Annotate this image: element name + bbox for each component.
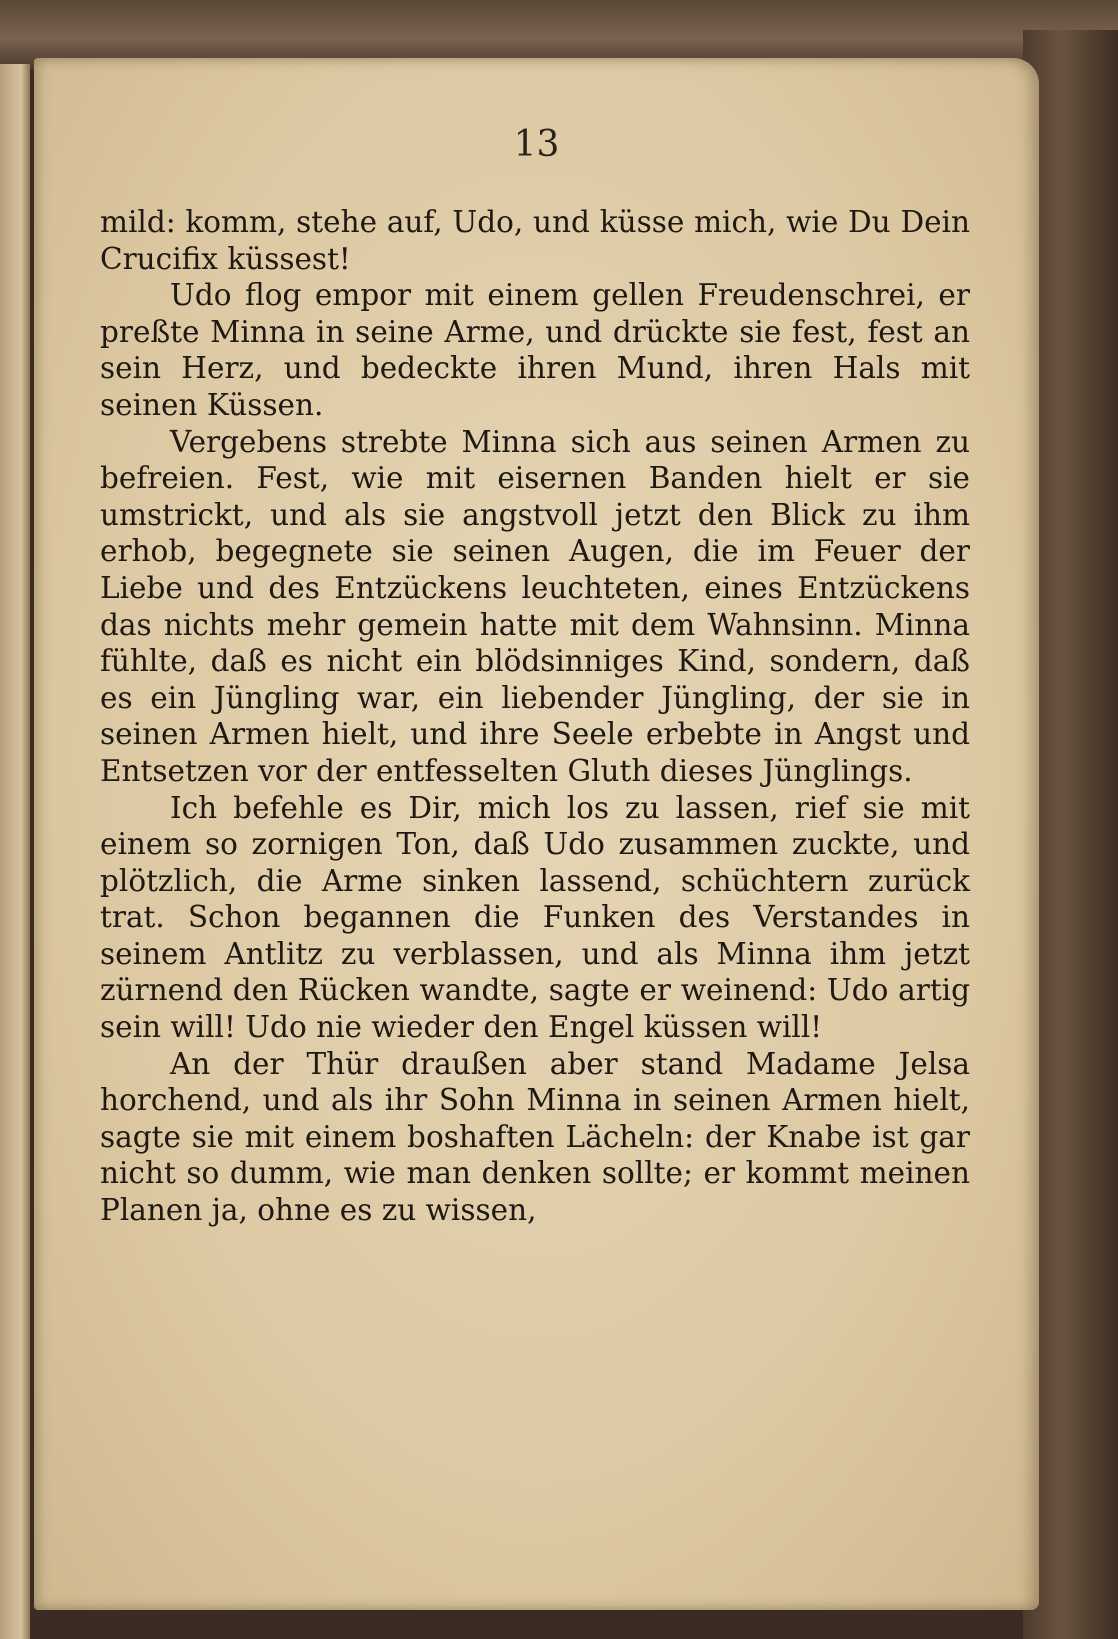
page-number: 13	[513, 124, 560, 165]
paragraph: Udo flog empor mit einem gellen Freudenschrei, er preßte Minna in seine Arme, und drückte sie fest, fest an sein Herz, und bedeckte ihren Mund, ihren Hals mit seinen Küssen.	[100, 278, 970, 422]
facing-page-edge	[0, 64, 30, 1639]
paragraph: An der Thür draußen aber stand Madame Jelsa horchend, und als ihr Sohn Minna in seinen Armen hielt, sagte sie mit einem boshaften Lächeln: der Knabe ist gar nicht so dumm, wie man denken sollte; er kommt meinen Planen ja, ohne es zu wissen,	[100, 1046, 970, 1228]
page-text	[100, 204, 970, 1229]
book-page	[34, 58, 1039, 1610]
paragraph-continuation: mild: komm, stehe auf, Udo, und küsse mich, wie Du Dein Crucifix küssest!	[100, 205, 970, 276]
paragraph: Ich befehle es Dir, mich los zu lassen, rief sie mit einem so zornigen Ton, daß Udo zusammen zuckte, und plötzlich, die Arme sinken lassend, schüchtern zurück trat. Schon begannen die Funken des Verstandes in seinem Antlitz zu verblassen, und als Minna ihm jetzt zürnend den Rücken wandte, sagte er weinend: Udo artig sein will! Udo nie wieder den Engel küssen will!	[100, 790, 970, 1045]
paragraph: Vergebens strebte Minna sich aus seinen Armen zu befreien. Fest, wie mit eisernen Banden hielt er sie umstrickt, und als sie angstvoll jetzt den Blick zu ihm erhob, begegnete sie seinen Augen, die im Feuer der Liebe und des Entzückens leuchteten, eines Entzückens das nichts mehr gemein hatte mit dem Wahnsinn. Minna fühlte, daß es nicht ein blödsinniges Kind, sondern, daß es ein Jüngling war, ein liebender Jüngling, der sie in seinen Armen hielt, und ihre Seele erbebte in Angst und Entsetzen vor der entfesselten Gluth dieses Jünglings.	[100, 424, 970, 788]
